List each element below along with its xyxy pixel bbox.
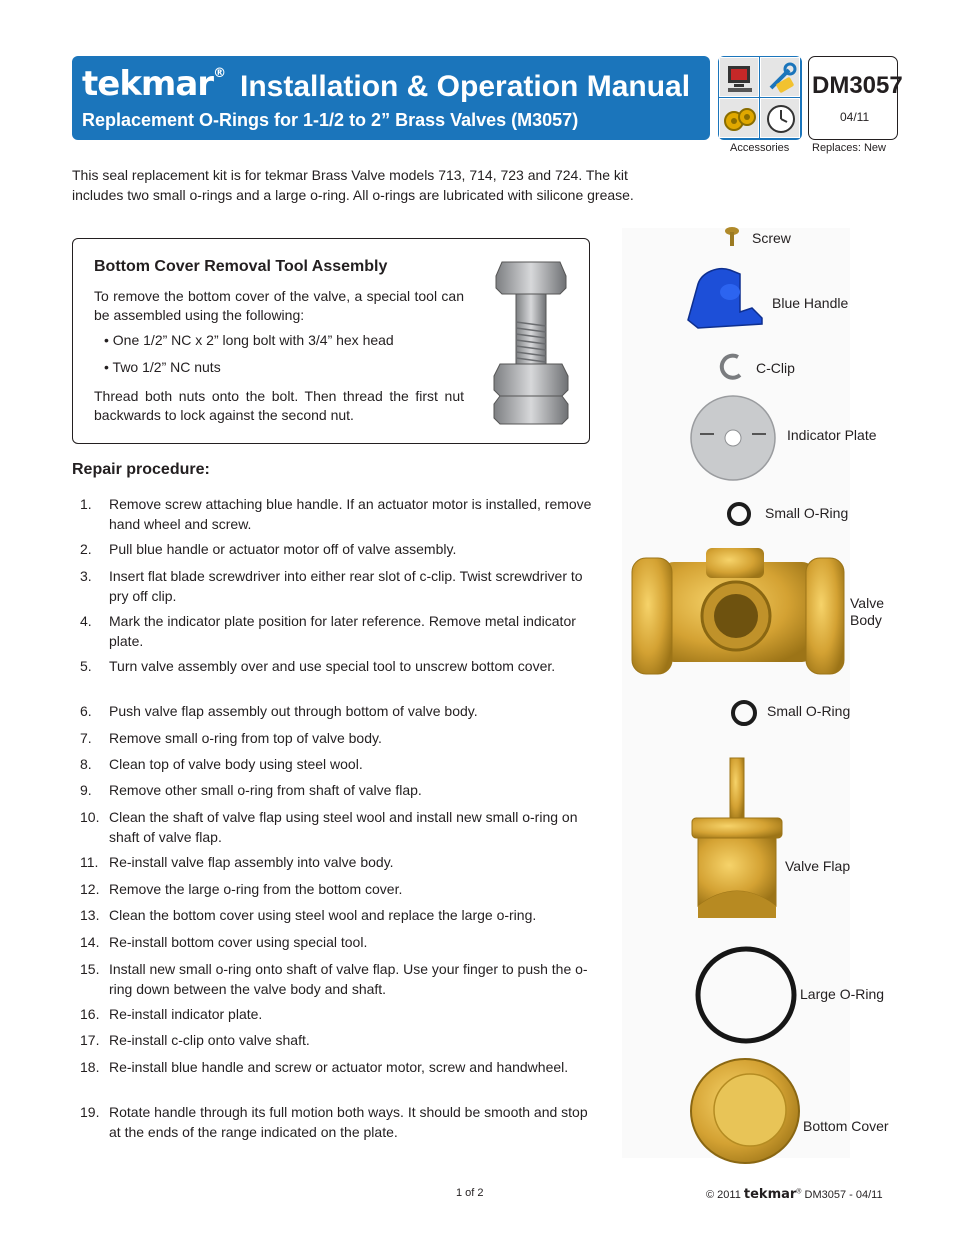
accessories-label: Accessories	[730, 142, 790, 154]
valve-flap-image	[690, 756, 784, 922]
part-label-small-oring: Small O-Ring	[765, 505, 849, 521]
part-label-c-clip: C-Clip	[756, 360, 795, 376]
gears-icon	[719, 98, 759, 138]
small-oring-image	[729, 698, 759, 728]
tool-assembly-instruction: Thread both nuts onto the bolt. Then thread the first nut backwards to lock against the second nut.	[94, 388, 464, 423]
doc-code: DM3057	[812, 72, 903, 99]
footer-copyright: © 2011 tekmar® DM3057 - 04/11	[706, 1187, 883, 1202]
repair-procedure-title: Repair procedure:	[72, 461, 210, 478]
c-clip-image	[716, 351, 748, 383]
computer-icon	[719, 57, 759, 97]
screw-image	[724, 226, 740, 248]
part-label-large-oring: Large O-Ring	[800, 986, 885, 1002]
replaces-label: Replaces: New	[812, 142, 886, 154]
part-label-bottom-cover: Bottom Cover	[803, 1118, 889, 1134]
bottom-cover-image	[688, 1056, 802, 1166]
part-label-valve-body-line1: Valve	[850, 595, 884, 611]
tool-bullet-bolt: • One 1/2” NC x 2” long bolt with 3/4” hex head	[104, 332, 394, 348]
doc-date: 04/11	[840, 110, 870, 124]
part-label-indicator-plate: Indicator Plate	[787, 427, 877, 443]
tekmar-logo: tekmar®	[82, 64, 226, 104]
intro-paragraph: This seal replacement kit is for tekmar Brass Valve models 713, 714, 723 and 724. The kit includes two small o-rings and a large o-ring. All o-rings are lubricated with silicone grease.	[72, 167, 634, 203]
indicator-plate-image	[688, 394, 778, 482]
part-label-small-oring: Small O-Ring	[767, 703, 851, 719]
part-label-screw: Screw	[752, 230, 791, 246]
list-item: 1. Remove screw attaching blue handle. If an actuator motor is installed, remove hand wheel and screw.	[80, 496, 592, 532]
part-label-valve-body-line2: Body	[850, 612, 882, 628]
part-label-blue-handle: Blue Handle	[772, 295, 849, 311]
wrench-icon	[760, 57, 800, 97]
page-subtitle: Replacement O-Rings for 1-1/2 to 2” Brass Valves (M3057)	[82, 110, 579, 130]
tool-bullet-nuts: • Two 1/2” NC nuts	[104, 359, 221, 375]
valve-body-image	[630, 544, 846, 676]
bolt-assembly-image	[490, 252, 572, 428]
clock-icon	[760, 98, 800, 138]
page-number: 1 of 2	[456, 1187, 484, 1199]
category-icon-box	[718, 56, 802, 140]
tool-assembly-title: Bottom Cover Removal Tool Assembly	[94, 258, 388, 275]
blue-handle-image	[678, 262, 768, 330]
large-oring-image	[692, 943, 800, 1047]
small-oring-image	[725, 500, 753, 528]
tool-assembly-text: To remove the bottom cover of the valve, a special tool can be assembled using the following:	[94, 288, 464, 323]
part-label-valve-flap: Valve Flap	[785, 858, 851, 874]
page-title: Installation & Operation Manual	[240, 70, 691, 103]
